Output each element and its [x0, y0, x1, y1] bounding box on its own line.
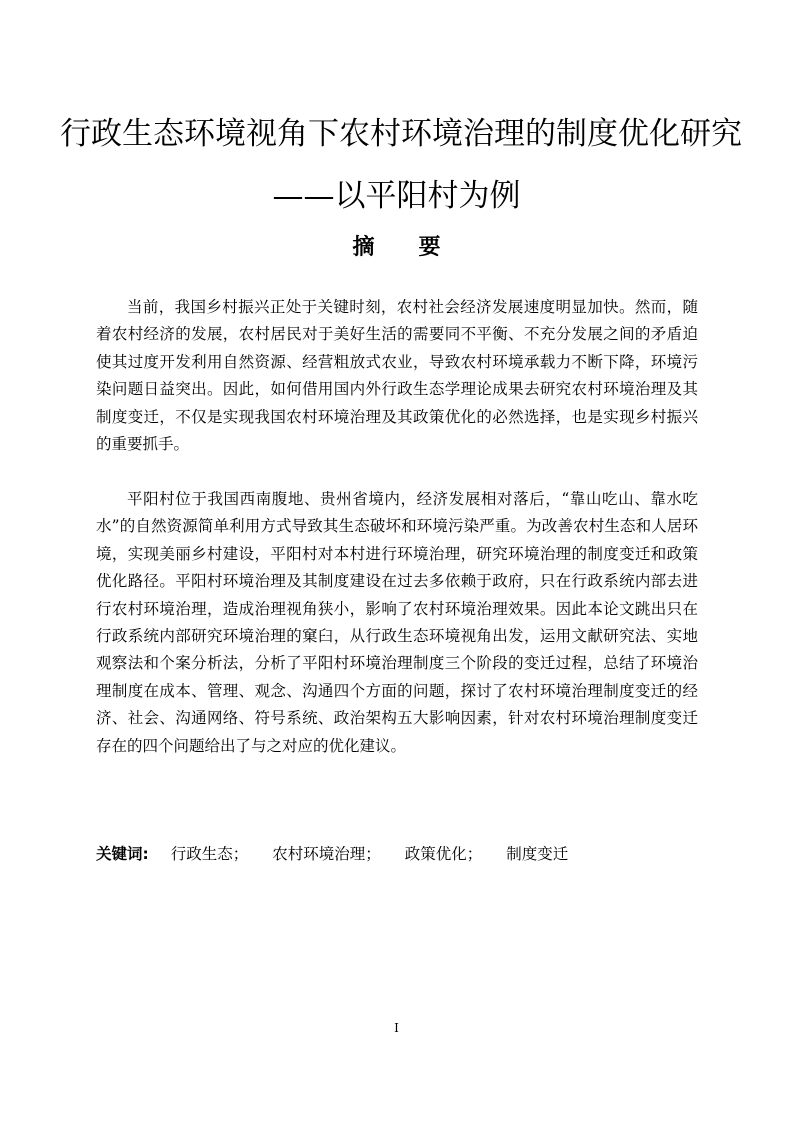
keyword-item: 行政生态； [170, 845, 249, 863]
abstract-heading: 摘 要 [352, 235, 441, 260]
page-number: I [394, 1021, 399, 1035]
keyword-item: 政策优化； [404, 845, 483, 863]
title-line-1: 行政生态环境视角下农村环境治理的制度优化研究 [60, 116, 742, 152]
keywords-line [96, 842, 698, 867]
abstract-paragraph-1: 当前，我国乡村振兴正处于关键时刻，农村社会经济发展速度明显加快。然而，随着农村经济的发展，农村居民对于美好生活的需要同不平衡、不充分发展之间的矛盾迫使其过度开发利用自然资源、经营粗放式农业，导致农村环境承载力不断下降，环境污染问题日益突出。因此，如何借用国内外行政生态学理论成果去研究农村环境治理及其制度变迁，不仅是实现我国农村环境治理及其政策优化的必然选择，也是实现乡村振兴的重要抓手。 [96, 298, 698, 454]
keyword-item: 制度变迁 [506, 845, 569, 863]
title-line-2: ——以平阳村为例 [272, 178, 521, 214]
keyword-item: 农村环境治理； [272, 845, 381, 863]
keywords-label: 关键词: [96, 845, 149, 863]
abstract-paragraph-2: 平阳村位于我国西南腹地、贵州省境内，经济发展相对落后，“靠山吃山、靠水吃水”的自然资源简单利用方式导致其生态破坏和环境污染严重。为改善农村生态和人居环境，实现美丽乡村建设，平阳村对本村进行环境治理，研究环境治理的制度变迁和政策优化路径。平阳村环境治理及其制度建设在过去多依赖于政府，只在行政系统内部去进行农村环境治理，造成治理视角狭小，影响了农村环境治理效果。因此本论文跳出只在行政系统内部研究环境治理的窠臼，从行政生态环境视角出发，运用文献研究法、实地观察法和个案分析法，分析了平阳村环境治理制度三个阶段的变迁过程，总结了环境治理制度在成本、管理、观念、沟通四个方面的问题，探讨了农村环境治理制度变迁的经济、社会、沟通网络、符号系统、政治架构五大影响因素，针对农村环境治理制度变迁存在的四个问题给出了与之对应的优化建议。 [96, 490, 698, 755]
